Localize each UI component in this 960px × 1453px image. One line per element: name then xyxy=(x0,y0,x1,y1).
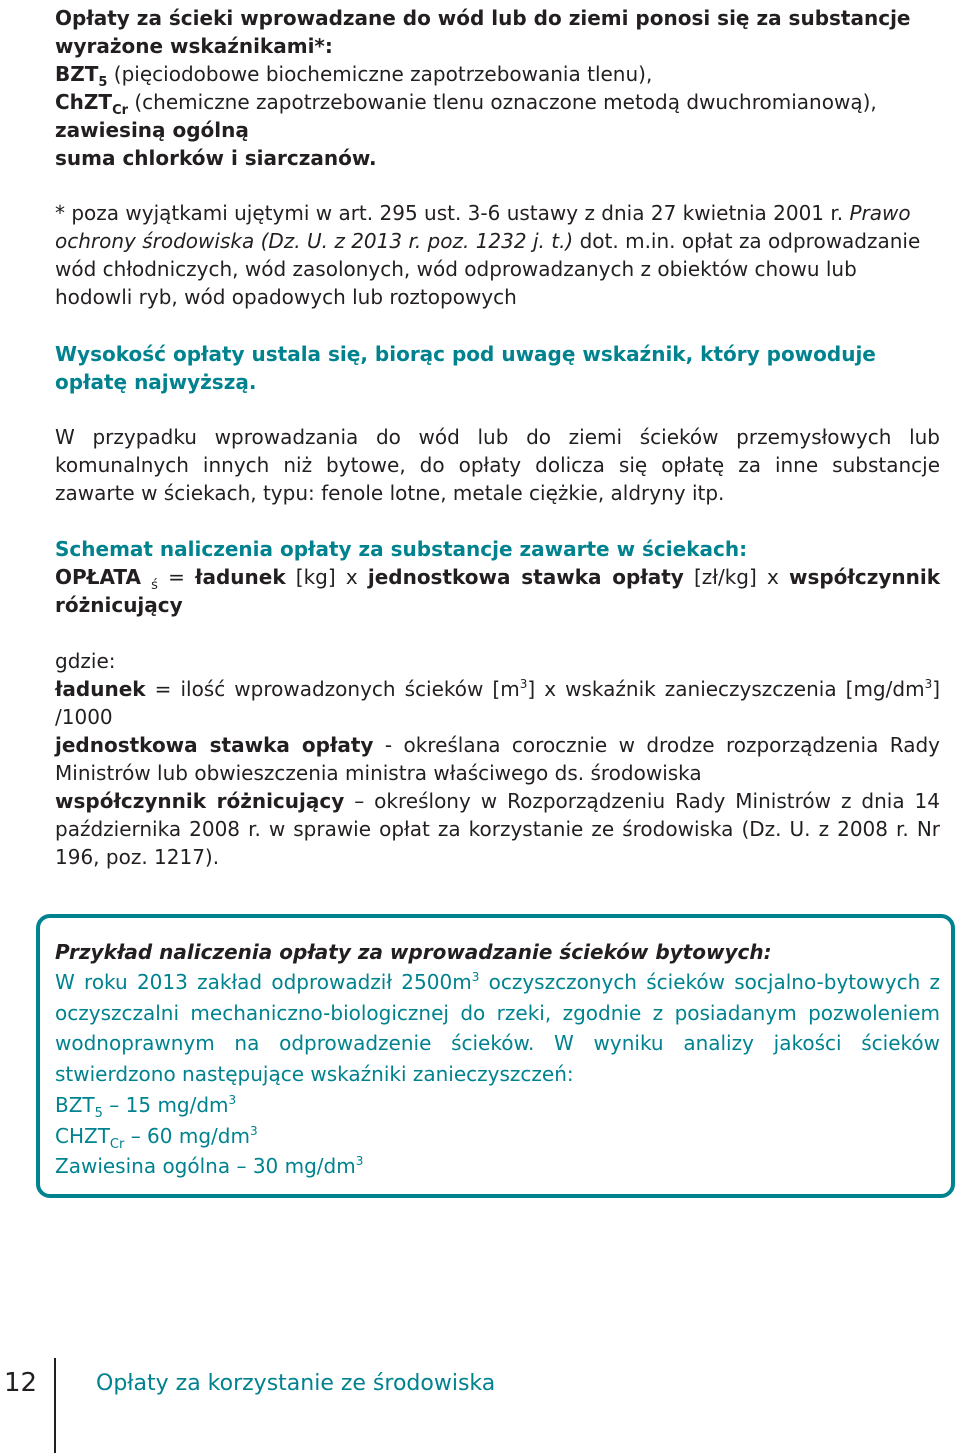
intro-bzt xyxy=(55,60,940,88)
definition-stawka-term: jednostkowa stawka opłaty xyxy=(55,733,374,757)
bzt-subscript: 5 xyxy=(98,75,108,90)
formula-oplata-sub: ś xyxy=(151,578,158,593)
intro-chlorki: suma chlorków i siarczanów. xyxy=(55,146,377,170)
footer-divider xyxy=(54,1358,56,1453)
bzt-label: BZT xyxy=(55,62,99,86)
definition-ladunek-sup1: 3 xyxy=(519,677,528,691)
example-chzt-label: CHZT xyxy=(55,1124,110,1148)
footer-title: Opłaty za korzystanie ze środowiska xyxy=(96,1371,496,1396)
bzt-description: (pięciodobowe biochemiczne zapotrzebowania tlenu), xyxy=(107,62,653,86)
highlight-note: Wysokość opłaty ustala się, biorąc pod uwagę wskaźnik, który powoduje opłatę najwyższą. xyxy=(55,342,876,394)
example-zaw-value: Zawiesina ogólna – 30 mg/dm xyxy=(55,1154,356,1178)
footnote-italic: Prawo ochrony środowiska (Dz. U. z 2013 r. poz. 1232 j. t.) xyxy=(55,201,911,253)
chzt-label: ChZT xyxy=(55,90,113,114)
intro-block xyxy=(55,4,940,172)
intro-line1: Opłaty za ścieki wprowadzane do wód lub do ziemi ponosi się za substancje wyrażone wskaźnikami*: xyxy=(55,6,911,58)
chzt-description: (chemiczne zapotrzebowanie tlenu oznaczone metodą dwuchromianową), xyxy=(128,90,877,114)
definition-ladunek-part1: = ilość wprowadzonych ścieków [m xyxy=(145,677,520,701)
example-text-pre: W roku 2013 zakład odprowadził 2500m xyxy=(55,970,472,994)
example-zaw-sup: 3 xyxy=(355,1154,364,1168)
example-text-post: oczyszczonych ścieków socjalno-bytowych z oczyszczalni mechaniczno-biologicznej do rzeki, zgodnie z posiadanym pozwoleniem wodnoprawnym na odprowadzenie ścieków. W wyniku analizy jakości ścieków stwierdzono następujące wskaźniki zanieczyszczeń: xyxy=(55,970,941,1086)
definition-ladunek-term: ładunek xyxy=(55,677,146,701)
scheme-formula xyxy=(55,563,940,619)
definition-ladunek-part2: ] x wskaźnik zanieczyszczenia [mg/dm xyxy=(527,677,925,701)
formula-zlkg: [zł/kg] x xyxy=(683,565,789,589)
formula-ladunek: ładunek xyxy=(195,565,286,589)
definitions-gdzie: gdzie: xyxy=(55,649,116,673)
definition-stawka xyxy=(55,731,940,787)
example-chzt xyxy=(55,1121,940,1152)
definition-ladunek-part3: ] /1000 xyxy=(55,677,941,729)
example-bzt-sub: 5 xyxy=(94,1106,103,1121)
intro-chzt xyxy=(55,88,940,116)
footnote-pre: * poza wyjątkami ujętymi w art. 295 ust. 3-6 ustawy z dnia 27 kwietnia 2001 r. xyxy=(55,201,850,225)
example-chzt-sup: 3 xyxy=(249,1124,258,1138)
page-number: 12 xyxy=(4,1368,38,1398)
definition-stawka-text: - określana corocznie w drodze rozporządzenia Rady Ministrów lub obwieszczenia ministra właściwego ds. środowiska xyxy=(55,733,940,785)
definition-wspolczynnik xyxy=(55,787,940,871)
chzt-subscript: Cr xyxy=(112,103,129,118)
formula-wspolczynnik: współczynnik różnicujący xyxy=(55,565,941,617)
definition-wsp-term: współczynnik różnicujący xyxy=(55,789,345,813)
example-text xyxy=(55,967,940,1089)
example-heading: Przykład naliczenia opłaty za wprowadzanie ścieków bytowych: xyxy=(55,940,772,964)
example-bzt-value: – 15 mg/dm xyxy=(102,1093,229,1117)
example-chzt-value: – 60 mg/dm xyxy=(124,1124,250,1148)
example-chzt-sub: Cr xyxy=(109,1137,125,1152)
footnote-post: dot. m.in. opłat za odprowadzanie wód chłodniczych, wód zasolonych, wód odprowadzanych z obiektów chowu lub hodowli ryb, wód opadowych lub roztopowych xyxy=(55,229,921,309)
example-bzt-label: BZT xyxy=(55,1093,95,1117)
formula-stawka: jednostkowa stawka opłaty xyxy=(367,565,684,589)
formula-kg: [kg] x xyxy=(285,565,368,589)
definition-ladunek-sup2: 3 xyxy=(924,677,933,691)
formula-equals: = xyxy=(157,565,196,589)
scheme-heading: Schemat naliczenia opłaty za substancje zawarte w ściekach: xyxy=(55,537,748,561)
definition-wsp-text: – określony w Rozporządzeniu Rady Ministrów z dnia 14 października 2008 r. w sprawie opłat za korzystanie ze środowiska (Dz. U. z 2008 r. Nr 196, poz. 1217). xyxy=(55,789,940,869)
example-bzt xyxy=(55,1090,940,1121)
example-text-sup: 3 xyxy=(471,970,480,984)
definition-ladunek xyxy=(55,675,940,731)
intro-zawiesina: zawiesiną ogólną xyxy=(55,118,249,142)
example-zawiesina xyxy=(55,1151,940,1182)
footnote xyxy=(55,199,940,311)
example-bzt-sup: 3 xyxy=(228,1093,237,1107)
paragraph-industrial: W przypadku wprowadzania do wód lub do ziemi ścieków przemysłowych lub komunalnych innych niż bytowe, do opłaty dolicza się opłatę za inne substancje zawarte w ściekach, typu: fenole lotne, metale ciężkie, aldryny itp. xyxy=(55,425,940,505)
formula-oplata: OPŁATA xyxy=(55,565,141,589)
